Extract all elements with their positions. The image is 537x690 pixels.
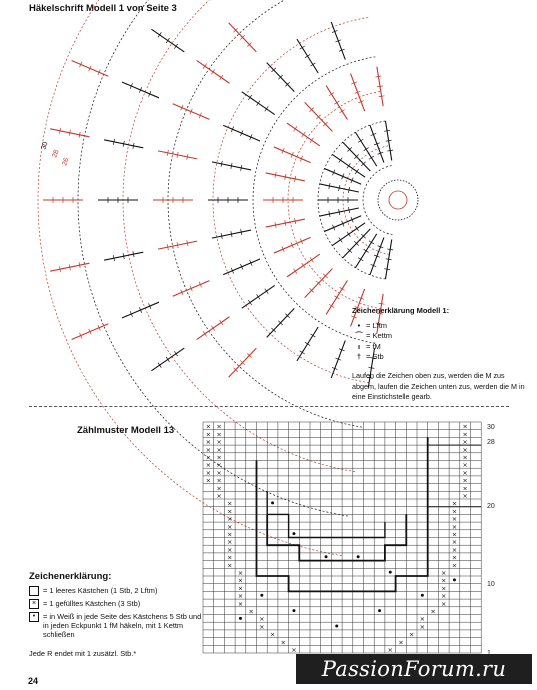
grid-filled-box: × [291,646,297,654]
grid-filled-box: × [387,646,393,654]
double-crochet-icon: † [356,352,362,362]
grid-filled-box: × [451,507,458,516]
legend-label: = 1 leeres Kästchen (1 Stb, 2 Lftm) [43,586,158,595]
legend-row [29,599,209,609]
grid-filled-box: × [419,622,426,631]
legend-endnote: Jede R endet mit 1 zusätzl. Stb.* [29,649,137,658]
grid-dot-box [357,555,360,558]
grid-filled-box: × [451,538,458,547]
dot-box-icon: • [29,612,39,622]
grid-filled-box: × [462,445,468,454]
slip-stitch-icon: ⌒ [355,331,363,341]
doily-round-label: 30 [40,140,50,151]
grid-dot-box [325,555,328,558]
grid-dot-box [389,571,392,574]
grid-dot-box [378,609,381,612]
grid-filled-box: × [216,468,222,477]
grid-filled-box: × [205,422,212,431]
grid-dot-box [260,594,263,597]
grid-filled-box: × [441,599,447,608]
grid-filled-box: × [205,468,212,477]
grid-filled-box: × [227,522,233,531]
grid-filled-box: × [462,461,468,470]
grid-filled-box: × [408,630,415,639]
doily-round-label: 28 [51,148,61,159]
grid-filled-box: × [451,545,458,554]
grid-filled-box: × [280,638,286,647]
grid-filled-box: × [216,445,222,454]
grid-filled-box: × [227,515,233,524]
grid-filled-box: × [451,530,458,539]
grid-filled-box: × [216,438,222,447]
legend-label: = fM [366,341,381,351]
grid-filled-box: × [216,430,222,439]
grid-filled-box: × [398,638,404,647]
single-crochet-icon: ı [357,341,361,351]
grid-filled-box: × [237,576,244,585]
grid-filled-box: × [205,453,212,462]
grid-dot-box [292,609,295,612]
grid-filled-box: × [227,561,233,570]
grid-filled-box: × [237,569,244,577]
legend-label: = in Weiß in jede Seite des Kästchens 5 Stb und in jeden Eckpunkt 1 fM häkeln, mit 1 Kettm schließen [43,612,202,639]
grid-filled-box: × [462,438,468,447]
grid-row-label: 30 [487,424,495,431]
grid-filled-box: × [216,461,222,470]
grid-filled-box: × [205,445,212,454]
grid-filled-box: × [441,569,447,577]
chain-stitch-icon: • [357,320,361,330]
grid-filled-box: × [462,468,468,477]
grid-filled-box: × [441,584,447,593]
grid-filled-box: × [430,607,436,616]
grid-filled-box: × [462,453,468,462]
grid-filled-box: × [451,553,458,562]
filled-box-icon: × [29,599,39,609]
grid-dot-box [239,617,242,620]
grid-filled-box: × [237,599,244,608]
grid-filled-box: × [227,538,233,547]
grid-filled-box: × [462,484,468,493]
legend-model-13 [29,571,209,658]
grid-filled-box: × [248,607,254,616]
page-title: Häkelschrift Modell 1 von Seite 3 [29,3,177,14]
grid-filled-box: × [216,476,222,485]
legend-label: = Lftm [366,320,388,330]
grid-filled-box: × [462,430,468,439]
legend-row [29,612,209,639]
grid-filled-box: × [216,453,222,462]
grid-filled-box: × [259,622,265,631]
section-title: Zählmuster Modell 13 [77,425,175,436]
grid-filled-box: × [205,476,212,485]
grid-dot-box [271,501,274,504]
grid-filled-box: × [205,430,212,439]
grid-filled-box: × [441,576,447,585]
grid-filled-box: × [237,592,244,601]
grid-filled-box: × [462,492,468,500]
grid-dot-box [453,578,456,581]
grid-filled-box: × [451,561,458,570]
legend-model-13-title: Zeichenerklärung: [29,571,112,582]
doily-round-label: 26 [61,156,71,167]
grid-row-label: 20 [487,503,495,510]
grid-filled-box: × [451,522,458,531]
grid-row-label: 10 [487,581,495,588]
grid-filled-box: × [227,545,233,554]
grid-filled-box: × [462,422,468,431]
legend-row [29,586,209,596]
grid-filled-box: × [216,422,222,431]
legend-label: = Kettm [366,331,393,341]
grid-filled-box: × [441,592,447,601]
grid-filled-box: × [269,630,276,639]
grid-row-label: 28 [487,439,495,446]
grid-filled-box: × [205,438,212,447]
grid-filled-box: × [216,492,222,500]
legend-label: = 1 gefülltes Kästchen (3 Stb) [43,599,141,608]
grid-dot-box [421,594,424,597]
grid-filled-box: × [259,615,265,624]
legend-label: = Stb [366,352,384,362]
empty-box-icon [29,586,39,596]
grid-filled-box: × [227,499,233,508]
grid-dot-box [292,532,295,535]
grid-filled-box: × [451,499,458,508]
grid-dot-box [335,625,338,628]
grid-filled-box: × [451,515,458,524]
grid-filled-box: × [216,484,222,493]
grid-filled-box: × [227,507,233,516]
grid-filled-box: × [205,461,212,470]
legend-model-1-title: Zeichenerklärung Modell 1: [352,306,450,315]
legend-note: Laufen die Zeichen oben zus, werden die M zus abgem, laufen die Zeichen unten zus, werden die M in eine Einstichstelle gearb. [352,371,525,401]
page-number: 24 [28,676,39,686]
grid-filled-box: × [237,584,244,593]
grid-filled-box: × [462,476,468,485]
grid-filled-box: × [419,615,426,624]
watermark-logo: PassionForum.ru [296,654,532,684]
grid-filled-box: × [227,530,233,539]
grid-filled-box: × [227,553,233,562]
